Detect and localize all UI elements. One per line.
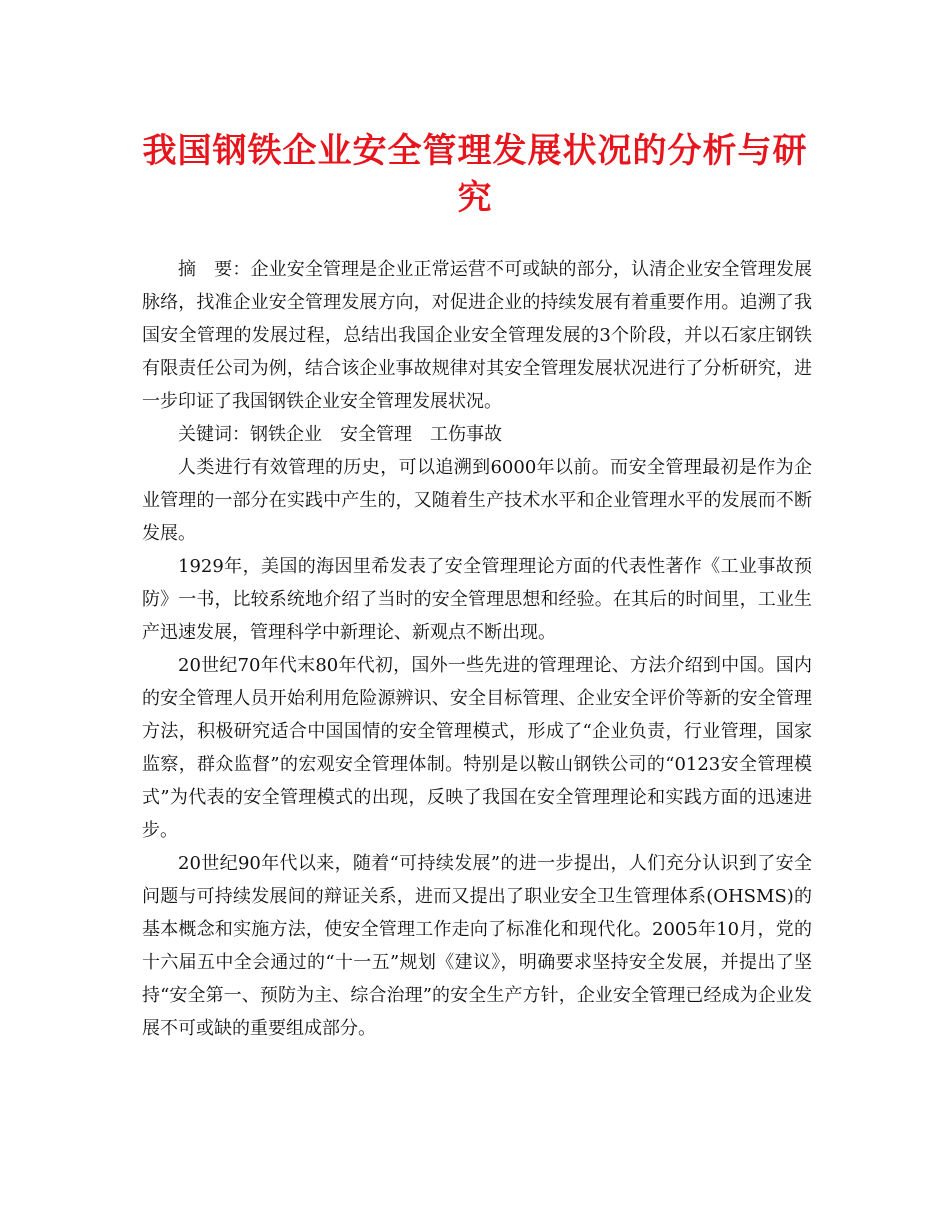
keyword: 安全管理 xyxy=(340,424,412,445)
document-body xyxy=(142,253,812,1045)
body-paragraph-2: 1929年，美国的海因里希发表了安全管理理论方面的代表性著作《工业事故预防》一书，比较系统地介绍了当时的安全管理思想和经验。在其后的时间里，工业生产迅速发展，管理科学中新理论、新观点不断出现。 xyxy=(142,556,812,643)
page-title: 我国钢铁企业安全管理发展状况的分析与研究 xyxy=(142,131,808,218)
keyword: 工伤事故 xyxy=(430,424,502,445)
body-paragraph-4: 20世纪90年代以来，随着“可持续发展”的进一步提出，人们充分认识到了安全问题与可持续发展间的辩证关系，进而又提出了职业安全卫生管理体系(OHSMS)的基本概念和实施方法，使安全管理工作走向了标准化和现代化。2005年10月，党的十六届五中全会通过的“十一五”规划《建议》，明确要求坚持安全发展，并提出了坚持“安全第一、预防为主、综合治理”的安全生产方针，企业安全管理已经成为企业发展不可或缺的重要组成部分。 xyxy=(142,853,812,1039)
body-paragraph-1: 人类进行有效管理的历史，可以追溯到6000年以前。而安全管理最初是作为企业管理的一部分在实践中产生的，又随着生产技术水平和企业管理水平的发展而不断发展。 xyxy=(142,457,812,544)
keywords-label: 关键词： xyxy=(178,424,250,445)
keywords-line xyxy=(142,418,812,451)
keyword: 钢铁企业 xyxy=(250,424,322,445)
body-paragraph-3: 20世纪70年代末80年代初，国外一些先进的管理理论、方法介绍到中国。国内的安全管理人员开始利用危险源辨识、安全目标管理、企业安全评价等新的安全管理方法，积极研究适合中国国情的安全管理模式，形成了“企业负责，行业管理，国家监察，群众监督”的宏观安全管理体制。特别是以鞍山钢铁公司的“0123安全管理模式”为代表的安全管理模式的出现，反映了我国在安全管理理论和实践方面的迅速进步。 xyxy=(142,655,812,841)
abstract-paragraph: 摘 要：企业安全管理是企业正常运营不可或缺的部分，认清企业安全管理发展脉络，找准企业安全管理发展方向，对促进企业的持续发展有着重要作用。追溯了我国安全管理的发展过程，总结出我国企业安全管理发展的3个阶段，并以石家庄钢铁有限责任公司为例，结合该企业事故规律对其安全管理发展状况进行了分析研究，进一步印证了我国钢铁企业安全管理发展状况。 xyxy=(142,259,812,412)
